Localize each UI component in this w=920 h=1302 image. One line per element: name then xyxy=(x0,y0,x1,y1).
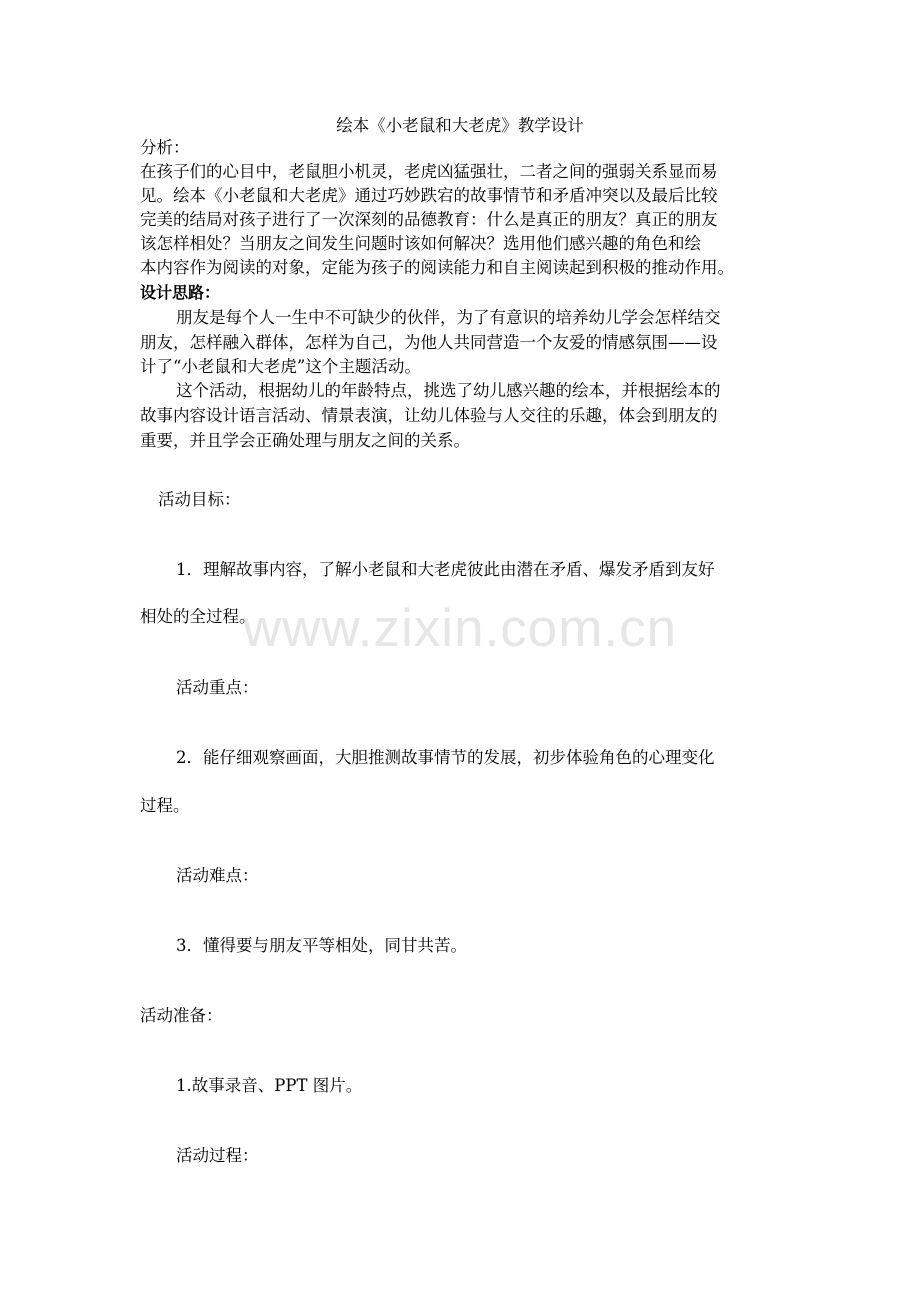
design-para1-line: 朋友，怎样融入群体，怎样为自己，为他人共同营造一个友爱的情感氛围——设 xyxy=(140,333,718,352)
process-heading: 活动过程： xyxy=(176,1146,259,1165)
design-para2-line: 这个活动，根据幼儿的年龄特点，挑选了幼儿感兴趣的绘本，并根据绘本的 xyxy=(176,381,721,400)
goal-item-1-cont: 相处的全过程。 xyxy=(140,607,256,626)
design-heading: 设计思路： xyxy=(140,283,221,302)
analysis-line: 在孩子们的心目中，老鼠胆小机灵，老虎凶猛强壮，二者之间的强弱关系显而易 xyxy=(140,162,718,181)
key-item-2-cont: 过程。 xyxy=(140,796,190,815)
design-para2-line: 故事内容设计语言活动、情景表演，让幼儿体验与人交往的乐趣，体会到朋友的 xyxy=(140,406,718,425)
prep-heading: 活动准备： xyxy=(140,1006,223,1025)
document-title: 绘本《小老鼠和大老虎》教学设计 xyxy=(336,116,584,135)
key-item-2: 2．能仔细观察画面，大胆推测故事情节的发展，初步体验角色的心理变化 xyxy=(176,748,715,767)
design-para1-line: 朋友是每个人一生中不可缺少的伙伴，为了有意识的培养幼儿学会怎样结交 xyxy=(176,308,721,327)
goal-item-1: 1．理解故事内容，了解小老鼠和大老虎彼此由潜在矛盾、爆发矛盾到友好 xyxy=(176,560,715,579)
key-heading: 活动重点： xyxy=(176,678,259,697)
design-para1-line: 计了“小老鼠和大老虎”这个主题活动。 xyxy=(140,357,421,376)
analysis-line: 本内容作为阅读的对象，定能为孩子的阅读能力和自主阅读起到积极的推动作用。 xyxy=(140,258,734,277)
design-para2-line: 重要，并且学会正确处理与朋友之间的关系。 xyxy=(140,431,470,450)
analysis-heading: 分析： xyxy=(140,138,190,157)
watermark: www.zixin.com.cn xyxy=(242,599,678,658)
analysis-line: 完美的结局对孩子进行了一次深刻的品德教育：什么是真正的朋友？真正的朋友 xyxy=(140,210,718,229)
difficulty-heading: 活动难点： xyxy=(176,866,259,885)
analysis-line: 见。绘本《小老鼠和大老虎》通过巧妙跌宕的故事情节和矛盾冲突以及最后比较 xyxy=(140,186,718,205)
prep-item-1: 1.故事录音、PPT 图片。 xyxy=(176,1076,363,1095)
difficulty-item-3: 3．懂得要与朋友平等相处，同甘共苦。 xyxy=(176,936,467,955)
goal-heading: 活动目标： xyxy=(158,490,241,509)
analysis-line: 该怎样相处？当朋友之间发生问题时该如何解决？选用他们感兴趣的角色和绘 xyxy=(140,234,701,253)
